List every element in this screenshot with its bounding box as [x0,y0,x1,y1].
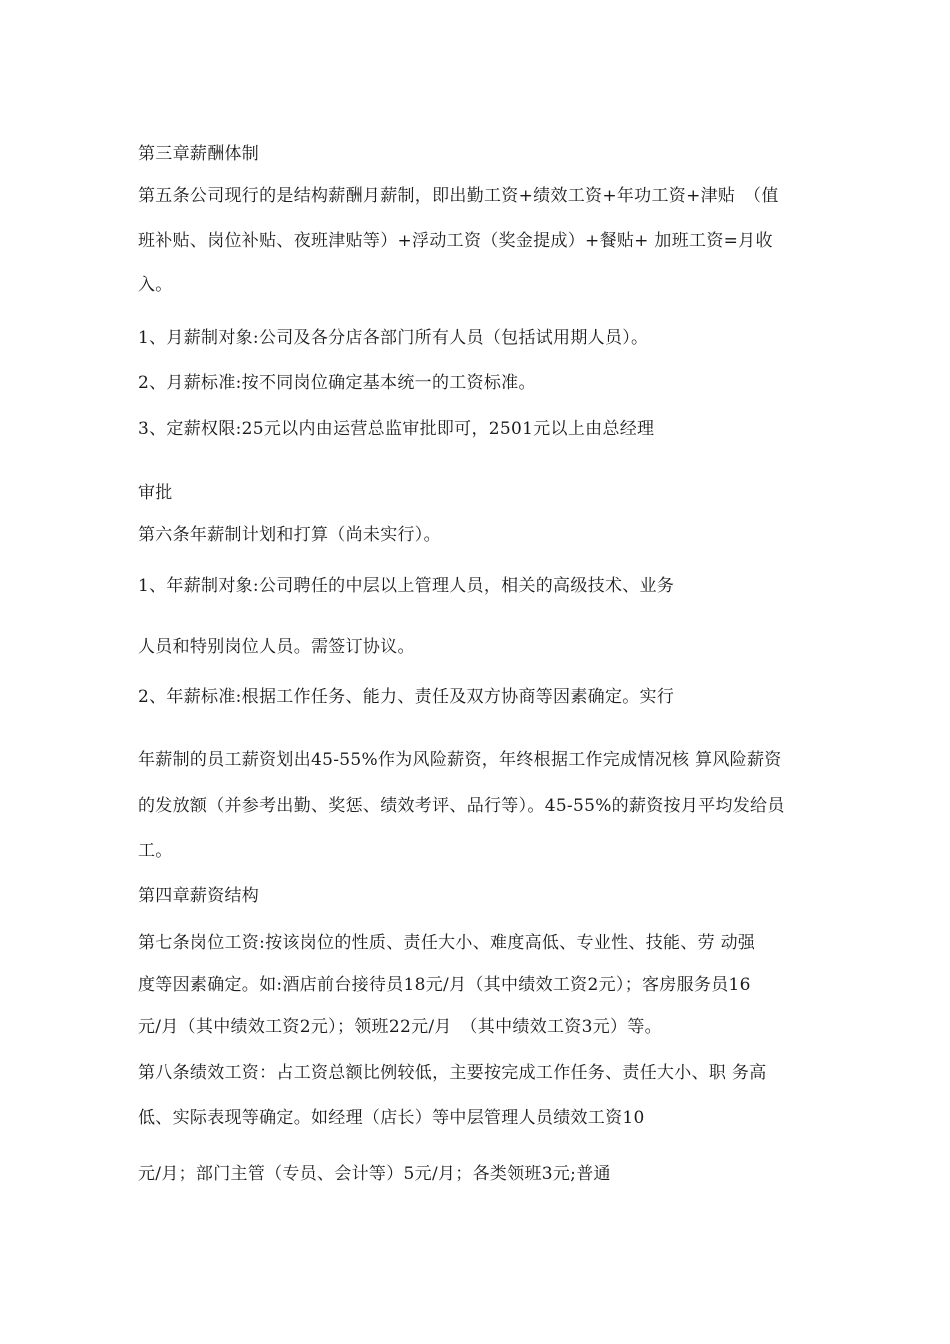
annual-salary-detail-line-3: 工。 [138,841,173,861]
article-7-line-1: 第七条岗位工资:按该岗位的性质、责任大小、难度高低、专业性、技能、劳 动强 [138,933,756,953]
article-8-line-1: 第八条绩效工资：占工资总额比例较低，主要按完成工作任务、责任大小、职 务高 [138,1063,767,1083]
chapter-4-heading: 第四章薪资结构 [138,886,260,906]
chapter-3-heading: 第三章薪酬体制 [138,144,260,164]
approval-text: 审批 [138,483,173,503]
article-5-line-1: 第五条公司现行的是结构薪酬月薪制，即出勤工资+绩效工资+年功工资+津贴 （值 [138,186,779,206]
monthly-salary-item-1: 1、月薪制对象:公司及各分店各部门所有人员（包括试用期人员）。 [138,328,649,348]
annual-salary-detail-line-1: 年薪制的员工薪资划出45-55%作为风险薪资，年终根据工作完成情况核 算风险薪资 [138,750,782,770]
annual-salary-item-1-cont: 人员和特别岗位人员。需签订协议。 [138,637,415,657]
monthly-salary-item-3: 3、定薪权限:25元以内由运营总监审批即可，2501元以上由总经理 [138,419,655,439]
article-8-line-3: 元/月；部门主管（专员、会计等）5元/月；各类领班3元;普通 [138,1164,611,1184]
annual-salary-item-2: 2、年薪标准:根据工作任务、能力、责任及双方协商等因素确定。实行 [138,687,675,707]
monthly-salary-item-2: 2、月薪标准:按不同岗位确定基本统一的工资标准。 [138,373,536,393]
article-7-line-2: 度等因素确定。如:酒店前台接待员18元/月（其中绩效工资2元）；客房服务员16 [138,975,751,995]
article-5-line-2: 班补贴、岗位补贴、夜班津贴等）+浮动工资（奖金提成）+餐贴+ 加班工资=月收 [138,231,773,251]
article-5-line-3: 入。 [138,275,173,295]
annual-salary-detail-line-2: 的发放额（并参考出勤、奖惩、绩效考评、品行等）。45-55%的薪资按月平均发给员 [138,796,785,816]
article-8-line-2: 低、实际表现等确定。如经理（店长）等中层管理人员绩效工资10 [138,1108,645,1128]
article-7-line-3: 元/月（其中绩效工资2元）；领班22元/月 （其中绩效工资3元）等。 [138,1017,662,1037]
article-6-heading: 第六条年薪制计划和打算（尚未实行）。 [138,525,441,545]
annual-salary-item-1: 1、年薪制对象:公司聘任的中层以上管理人员，相关的高级技术、业务 [138,576,675,596]
